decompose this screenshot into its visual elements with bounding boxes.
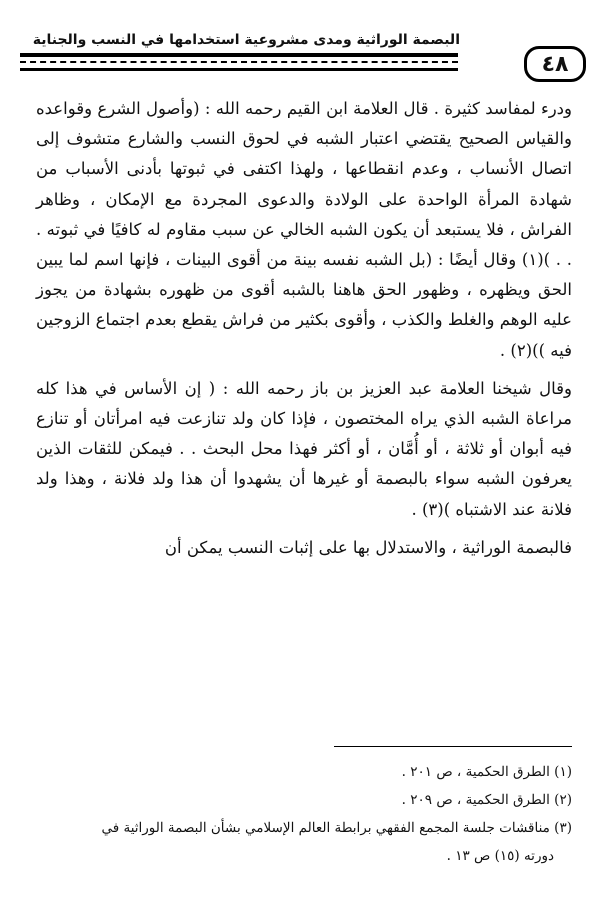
- footnotes: [40, 758, 572, 870]
- header-rule-dashed: [20, 61, 458, 63]
- footnote: (٢) الطرق الحكمية ، ص ٢٠٩ .: [401, 792, 572, 808]
- footnote-continuation: دورته (١٥) ص ١٣ .: [446, 848, 554, 864]
- page-number-badge: [524, 46, 586, 82]
- paragraph: ودرء لمفاسد كثيرة . قال العلامة ابن القيم رحمه الله : (وأصول الشرع وقواعده والقياس الصحيح يقتضي اعتبار الشبه في لحوق النسب والشارع متشوف إلى اتصال الأنساب ، وعدم انقطاعها ، ولهذا اكتفى في ثبوتها بأدنى الأسباب من شهادة المرأة الواحدة على الولادة والدعوى المجردة مع الإمكان ، وظاهر الفراش ، فلا يستبعد أن يكون الشبه الخالي عن سبب مقاوم له كافيًا في ثبوته . . . )(١) وقال أيضًا : (بل الشبه نفسه بينة من أقوى البينات ، فإنها اسم لما يبين الحق ويظهره ، وظهور الحق هاهنا بالشبه أقوى من ظهوره بشهادة من يجوز عليه الوهم والغلط والكذب ، وأقوى بكثير من فراش يقطع بعدم اجتماع الزوجين فيه ))(٢) .: [36, 99, 572, 360]
- footnote-separator: [334, 746, 572, 747]
- paragraph: وقال شيخنا العلامة عبد العزيز بن باز رحمه الله : ( إن الأساس في هذا كله مراعاة الشبه الذي يراه المختصون ، فإذا كان ولد تنازعت فيه امرأتان أو تنازع فيه أبوان أو ثلاثة ، أو أُمَّان ، أو أكثر فهذا محل البحث . . فيمكن للثقات الذين يعرفون الشبه سواء بالبصمة أو غيرها أن يشهدوا أن هذا ولد فلانة ، وهذا ولد فلانة عند الاشتباه )(٣) .: [36, 378, 572, 519]
- main-text: [36, 94, 572, 563]
- running-header: [20, 32, 588, 80]
- header-title: البصمة الوراثية ومدى مشروعية استخدامها في النسب والجناية: [32, 32, 460, 48]
- header-rule-bottom: [20, 68, 458, 71]
- header-rule-top: [20, 53, 458, 57]
- footnote: (٣) مناقشات جلسة المجمع الفقهي برابطة العالم الإسلامي بشأن البصمة الوراثية في: [101, 820, 572, 836]
- page-number: ٤٨: [541, 51, 569, 77]
- footnote: (١) الطرق الحكمية ، ص ٢٠١ .: [401, 764, 572, 780]
- paragraph: فالبصمة الوراثية ، والاستدلال بها على إثبات النسب يمكن أن: [164, 537, 572, 557]
